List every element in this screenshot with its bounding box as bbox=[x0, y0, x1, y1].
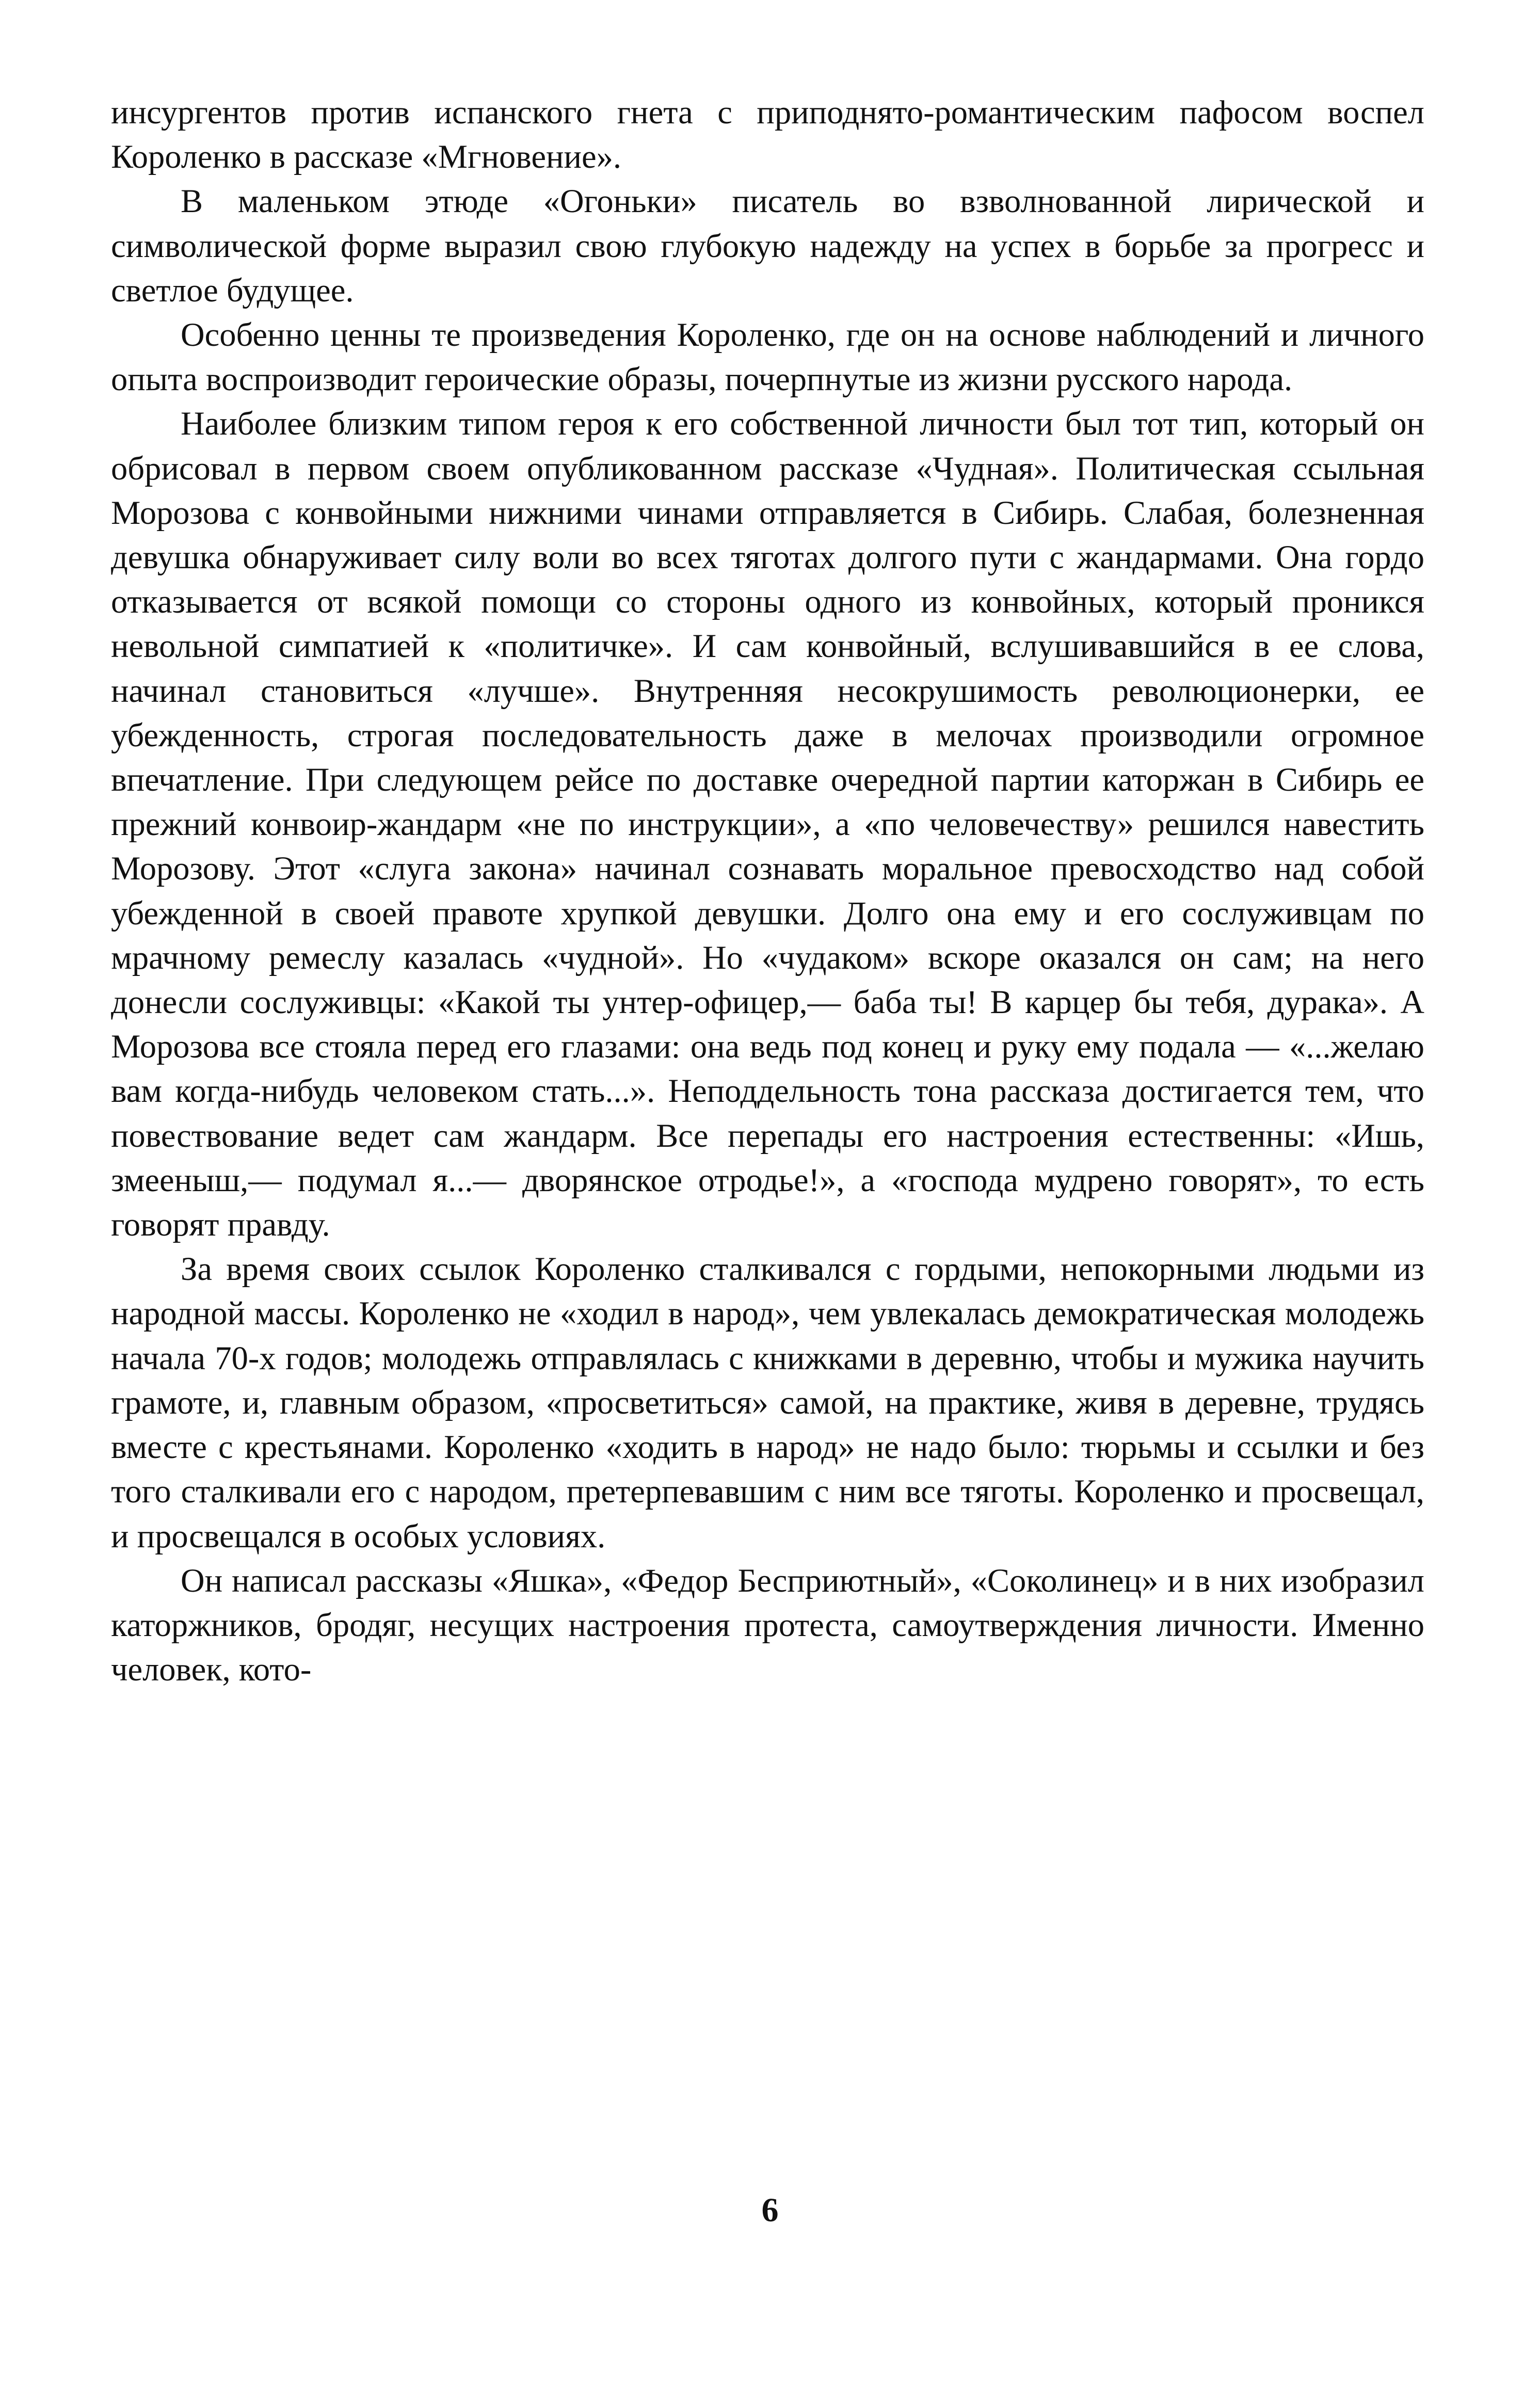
paragraph-5: За время своих ссылок Короленко сталкивался с гордыми, непокорными людьми из народной массы. Короленко не «ходил в народ», чем увлекалась демократическая молодежь начала 70-х годов; молодежь отправлялась с книжками в деревню, чтобы и мужика научить грамоте, и, главным образом, «просветиться» самой, на практике, живя в деревне, трудясь вместе с крестьянами. Короленко «ходить в народ» не надо было: тюрьмы и ссылки и без того сталкивали его с народом, претерпевавшим с ним все тяготы. Короленко и просвещал, и просвещался в особых условиях. bbox=[111, 1251, 1424, 1554]
paragraph-3: Особенно ценны те произведения Короленко, где он на основе наблюдений и личного опыта воспроизводит героические образы, почерпнутые из жизни русского народа. bbox=[111, 316, 1424, 398]
page-body bbox=[111, 90, 1424, 1692]
paragraph-1: инсургентов против испанского гнета с приподнято-романтическим пафосом воспел Короленко в рассказе «Мгновение». bbox=[111, 94, 1424, 175]
paragraph-6: Он написал рассказы «Яшка», «Федор Бесприютный», «Соколинец» и в них изобразил каторжников, бродяг, несущих настроения протеста, самоутверждения личности. Именно человек, кото- bbox=[111, 1562, 1424, 1688]
paragraph-2: В маленьком этюде «Огоньки» писатель во взволнованной лирической и символической форме выразил свою глубокую надежду на успех в борьбе за прогресс и светлое будущее. bbox=[111, 183, 1424, 309]
page-number: 6 bbox=[761, 2191, 779, 2229]
paragraph-4: Наиболее близким типом героя к его собственной личности был тот тип, который он обрисовал в первом своем опубликованном рассказе «Чудная». Политическая ссыльная Морозова с конвойными нижними чинами отправляется в Сибирь. Слабая, болезненная девушка обнаруживает силу воли во всех тяготах долгого пути с жандармами. Она гордо отказывается от всякой помощи со стороны одного из конвойных, который проникся невольной симпатией к «политичке». И сам конвойный, вслушивавшийся в ее слова, начинал становиться «лучше». Внутренняя несокрушимость революционерки, ее убежденность, строгая последовательность даже в мелочах производили огромное впечатление. При следующем рейсе по доставке очередной партии каторжан в Сибирь ее прежний конвоир-жандарм «не по инструкции», а «по человечеству» решился навестить Морозову. Этот «слуга закона» начинал сознавать моральное превосходство над собой убежденной в своей правоте хрупкой девушки. Долго она ему и его сослуживцам по мрачному ремеслу казалась «чудной». Но «чудаком» вскоре оказался он сам; на него донесли сослуживцы: «Какой ты унтер-офицер,— баба ты! В карцер бы тебя, дурака». А Морозова все стояла перед его глазами: она ведь под конец и руку ему подала — «...желаю вам когда-нибудь человеком стать...». Неподдельность тона рассказа достигается тем, что повествование ведет сам жандарм. Все перепады его настроения естественны: «Ишь, змееныш,— подумал я...— дворянское отродье!», а «господа мудрено говорят», то есть говорят правду. bbox=[111, 405, 1424, 1243]
